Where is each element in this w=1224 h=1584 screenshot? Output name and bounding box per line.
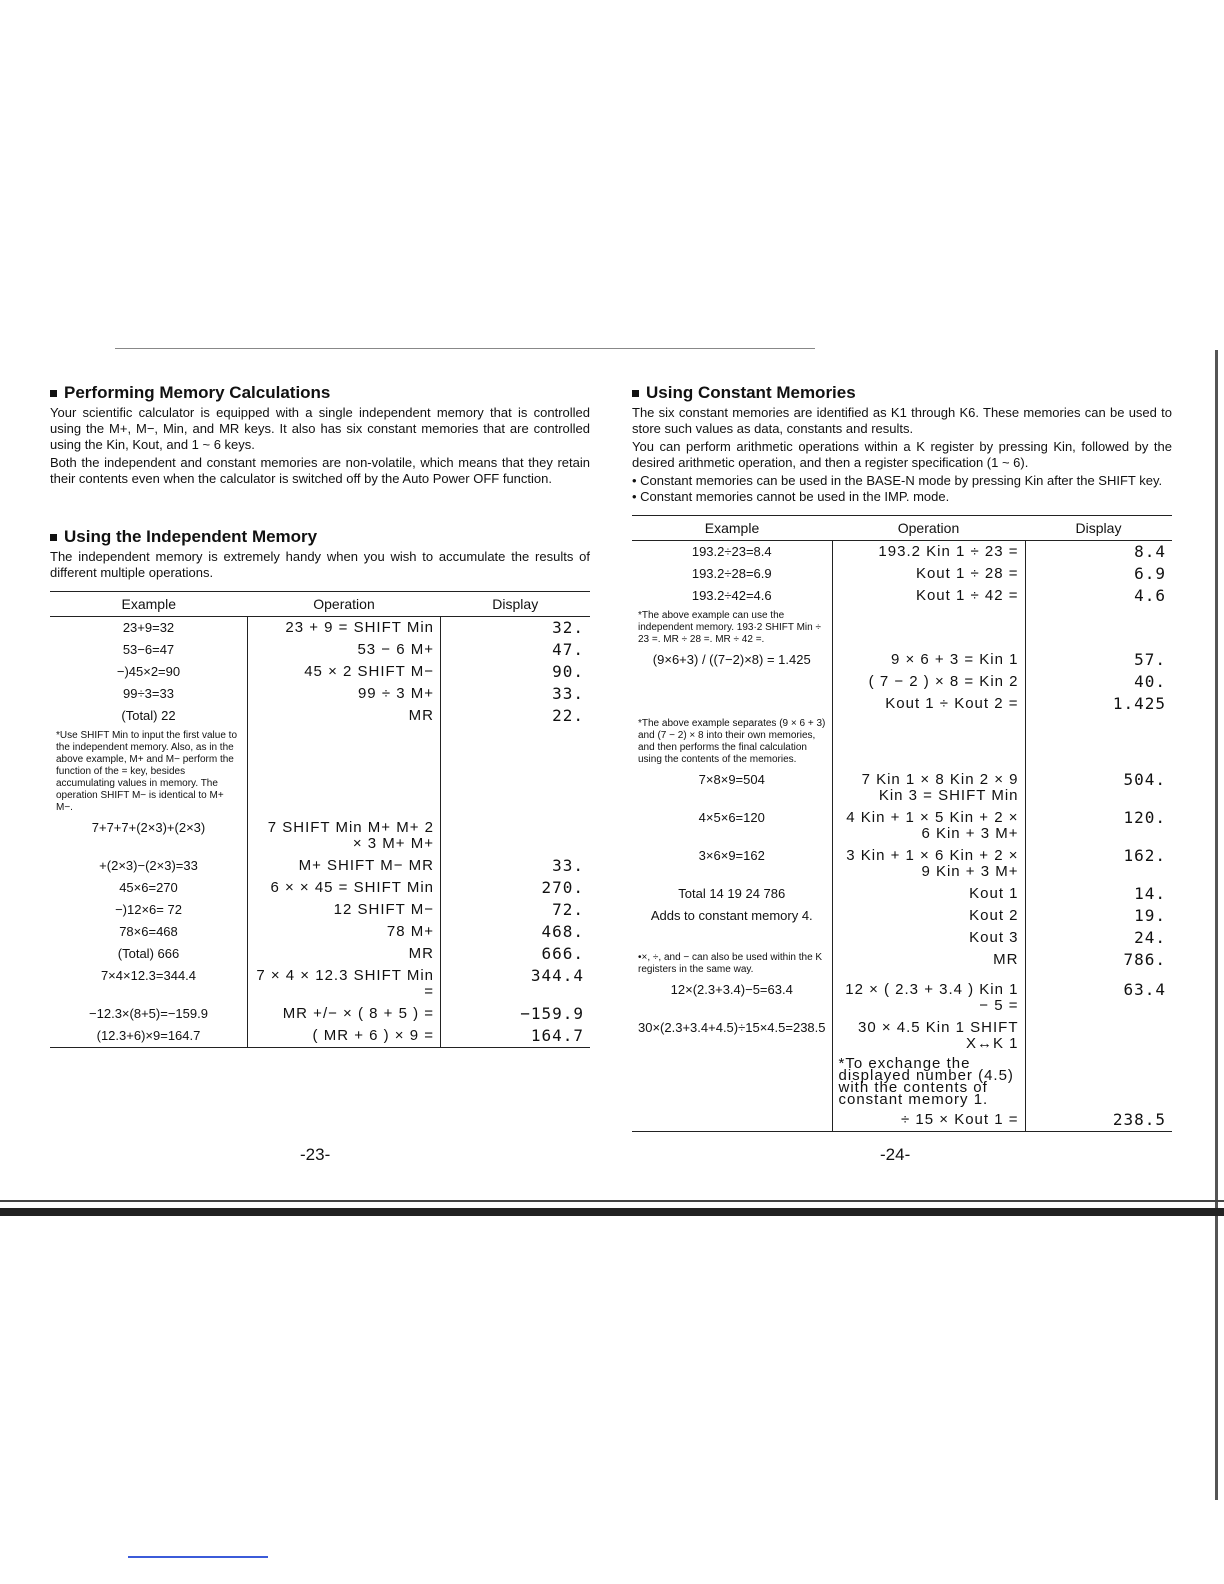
display-cell: 19. <box>1134 906 1166 925</box>
example-cell: (Total) 22 <box>50 705 248 727</box>
example-cell: −)12×6= 72 <box>50 899 248 921</box>
display-cell: 47. <box>552 640 584 659</box>
example-cell: 7×8×9=504 <box>632 769 832 807</box>
display-cell: 63.4 <box>1123 980 1166 999</box>
operation-cell: 4 Kin + 1 × 5 Kin + 2 × 6 Kin + 3 M+ <box>832 807 1025 845</box>
display-cell: −159.9 <box>520 1004 584 1023</box>
bottom-band <box>0 1208 1224 1216</box>
table-row <box>632 1017 1172 1055</box>
section-title-independent-memory: Using the Independent Memory <box>50 529 590 545</box>
display-cell <box>1025 1017 1172 1055</box>
operation-cell: Kout 1 ÷ Kout 2 = <box>832 693 1025 715</box>
square-bullet-icon <box>50 390 57 397</box>
display-cell: 32. <box>552 618 584 637</box>
operation-cell <box>832 607 1025 649</box>
operation-cell: 12 × ( 2.3 + 3.4 ) Kin 1 − 5 = <box>832 979 1025 1017</box>
bottom-rule <box>0 1200 1224 1202</box>
display-cell: 270. <box>541 878 584 897</box>
header-display: Display <box>1025 516 1172 541</box>
display-cell: 14. <box>1134 884 1166 903</box>
display-cell: 33. <box>552 856 584 875</box>
example-cell <box>632 927 832 949</box>
table-row <box>50 617 590 640</box>
example-cell: •×, ÷, and − can also be used within the K registers in the same way. <box>632 949 832 979</box>
operation-cell: Kout 3 <box>832 927 1025 949</box>
table-row <box>632 883 1172 905</box>
table-row <box>632 541 1172 564</box>
table-row <box>50 727 590 817</box>
operation-cell: Kout 1 ÷ 28 = <box>832 563 1025 585</box>
table-row <box>50 683 590 705</box>
constant-intro-paragraph: The six constant memories are identified as K1 through K6. These memories can be used to store such values as data, constants and results. <box>632 405 1172 436</box>
operation-cell: ÷ 15 × Kout 1 = <box>832 1109 1025 1132</box>
header-example: Example <box>50 592 248 617</box>
display-cell: 33. <box>552 684 584 703</box>
table-row <box>50 705 590 727</box>
table-row <box>50 1003 590 1025</box>
operation-cell: ( 7 − 2 ) × 8 = Kin 2 <box>832 671 1025 693</box>
display-cell: 164.7 <box>441 1025 591 1048</box>
operation-cell: 12 SHIFT M− <box>248 899 441 921</box>
example-cell: 78×6=468 <box>50 921 248 943</box>
page-number-left: -23- <box>300 1145 331 1164</box>
operation-cell: 193.2 Kin 1 ÷ 23 = <box>832 541 1025 564</box>
constant-memory-table <box>632 515 1172 1132</box>
example-cell: *Use SHIFT Min to input the first value to the independent memory. Also, as in the above example, M+ and M− perform the function of the = key, besides accumulating values in memory. The operation SHIFT M− is identical to M+ M−. <box>50 727 248 817</box>
table-row <box>632 607 1172 649</box>
operation-cell: M+ SHIFT M− MR <box>248 855 441 877</box>
header-operation: Operation <box>248 592 441 617</box>
display-cell: 238.5 <box>1025 1109 1172 1132</box>
operation-cell: 78 M+ <box>248 921 441 943</box>
operation-cell: 7 Kin 1 × 8 Kin 2 × 9 Kin 3 = SHIFT Min <box>832 769 1025 807</box>
display-cell: 666. <box>541 944 584 963</box>
section-title-constant-memories: Using Constant Memories <box>632 385 1172 401</box>
example-cell: 99÷3=33 <box>50 683 248 705</box>
example-cell: +(2×3)−(2×3)=33 <box>50 855 248 877</box>
example-cell: 193.2÷23=8.4 <box>632 541 832 564</box>
header-display: Display <box>441 592 591 617</box>
bullet-imp-mode: • Constant memories cannot be used in the IMP. mode. <box>632 489 950 504</box>
example-cell: 193.2÷28=6.9 <box>632 563 832 585</box>
display-cell: 72. <box>552 900 584 919</box>
operation-cell: 7 × 4 × 12.3 SHIFT Min = <box>248 965 441 1003</box>
display-cell <box>1025 1055 1172 1109</box>
display-cell: 8.4 <box>1134 542 1166 561</box>
square-bullet-icon <box>632 390 639 397</box>
display-cell: 6.9 <box>1134 564 1166 583</box>
example-cell <box>632 693 832 715</box>
example-cell: 3×6×9=162 <box>632 845 832 883</box>
example-cell: (9×6+3) / ((7−2)×8) = 1.425 <box>632 649 832 671</box>
independent-memory-table <box>50 591 590 1048</box>
table-row <box>50 855 590 877</box>
table-row <box>632 845 1172 883</box>
operation-cell: Kout 1 ÷ 42 = <box>832 585 1025 607</box>
display-cell: 344.4 <box>530 966 584 985</box>
example-cell <box>632 671 832 693</box>
example-cell: 4×5×6=120 <box>632 807 832 845</box>
operation-cell: Kout 2 <box>832 905 1025 927</box>
square-bullet-icon <box>50 534 57 541</box>
table-row <box>632 905 1172 927</box>
operation-cell: ( MR + 6 ) × 9 = <box>248 1025 441 1048</box>
table-row <box>50 661 590 683</box>
table-row <box>50 899 590 921</box>
display-cell: 22. <box>552 706 584 725</box>
page-23 <box>50 385 590 1048</box>
operation-cell: 23 + 9 = SHIFT Min <box>248 617 441 640</box>
non-volatile-paragraph: Both the independent and constant memories are non-volatile, which means that they retain their contents even when the calculator is switched off by the Auto Power OFF function. <box>50 455 590 486</box>
constant-arith-paragraph: You can perform arithmetic operations within a K register by pressing Kin, followed by the desired arithmetic operation, and then a register specification (1 ~ 6). <box>632 439 1172 470</box>
table-row <box>50 921 590 943</box>
table-row <box>50 965 590 1003</box>
display-cell <box>441 817 591 855</box>
display-cell: 1.425 <box>1112 694 1166 713</box>
display-cell: 120. <box>1123 808 1166 827</box>
operation-cell: MR +/− × ( 8 + 5 ) = <box>248 1003 441 1025</box>
operation-cell: 45 × 2 SHIFT M− <box>248 661 441 683</box>
operation-cell: Kout 1 <box>832 883 1025 905</box>
operation-cell: MR <box>832 949 1025 979</box>
operation-cell: MR <box>248 705 441 727</box>
display-cell <box>1025 607 1172 649</box>
example-cell: −12.3×(8+5)=−159.9 <box>50 1003 248 1025</box>
table-row <box>632 649 1172 671</box>
operation-cell <box>832 715 1025 769</box>
operation-cell: 30 × 4.5 Kin 1 SHIFT X↔K 1 <box>832 1017 1025 1055</box>
binding-edge <box>1215 350 1218 1500</box>
header-operation: Operation <box>832 516 1025 541</box>
page-number-right: -24- <box>880 1145 911 1164</box>
table-row <box>632 769 1172 807</box>
table-row <box>632 1109 1172 1132</box>
example-cell: 7×4×12.3=344.4 <box>50 965 248 1003</box>
bullet-base-n: • Constant memories can be used in the BASE-N mode by pressing Kin after the SHIFT key. <box>632 473 1163 488</box>
display-cell: 90. <box>552 662 584 681</box>
page-24 <box>632 385 1172 1132</box>
table-row <box>50 817 590 855</box>
table-row <box>632 1055 1172 1109</box>
table-row <box>50 639 590 661</box>
example-cell: 30×(2.3+3.4+4.5)÷15×4.5=238.5 <box>632 1017 832 1055</box>
display-cell: 57. <box>1134 650 1166 669</box>
display-cell: 162. <box>1123 846 1166 865</box>
table-row <box>50 943 590 965</box>
header-example: Example <box>632 516 832 541</box>
example-cell: *The above example separates (9 × 6 + 3) and (7 − 2) × 8 into their own memories, and then performs the final calculation using the contents of the memories. <box>632 715 832 769</box>
example-cell: *The above example can use the independent memory. 193·2 SHIFT Min ÷ 23 =. MR ÷ 28 =. MR ÷ 42 =. <box>632 607 832 649</box>
blue-underline <box>128 1556 268 1558</box>
example-cell <box>632 1109 832 1132</box>
operation-cell: 6 × × 45 = SHIFT Min <box>248 877 441 899</box>
example-cell: 53−6=47 <box>50 639 248 661</box>
example-cell <box>632 1055 832 1109</box>
table-row <box>632 563 1172 585</box>
operation-cell: 7 SHIFT Min M+ M+ 2 × 3 M+ M+ <box>248 817 441 855</box>
top-rule <box>115 348 815 349</box>
display-cell: 468. <box>541 922 584 941</box>
display-cell: 4.6 <box>1134 586 1166 605</box>
intro-paragraph: Your scientific calculator is equipped with a single independent memory that is controlled using the M+, M−, Min, and MR keys. It also has six constant memories that are controlled using the Kin, Kout, and 1 ~ 6 keys. <box>50 405 590 452</box>
table-row <box>632 693 1172 715</box>
operation-cell: 3 Kin + 1 × 6 Kin + 2 × 9 Kin + 3 M+ <box>832 845 1025 883</box>
operation-cell: MR <box>248 943 441 965</box>
display-cell: 24. <box>1134 928 1166 947</box>
table-row <box>632 715 1172 769</box>
example-cell: Adds to constant memory 4. <box>632 905 832 927</box>
example-cell: (Total) 666 <box>50 943 248 965</box>
display-cell: 40. <box>1134 672 1166 691</box>
display-cell <box>1025 715 1172 769</box>
example-cell: 45×6=270 <box>50 877 248 899</box>
example-cell: 12×(2.3+3.4)−5=63.4 <box>632 979 832 1017</box>
table-row <box>632 927 1172 949</box>
operation-cell <box>248 727 441 817</box>
example-cell: (12.3+6)×9=164.7 <box>50 1025 248 1048</box>
operation-cell: 99 ÷ 3 M+ <box>248 683 441 705</box>
section-title-memory-calculations: Performing Memory Calculations <box>50 385 590 401</box>
example-cell: 193.2÷42=4.6 <box>632 585 832 607</box>
display-cell <box>441 727 591 817</box>
operation-cell: 9 × 6 + 3 = Kin 1 <box>832 649 1025 671</box>
example-cell: Total 14 19 24 786 <box>632 883 832 905</box>
display-cell: 504. <box>1123 770 1166 789</box>
table-row <box>50 1025 590 1048</box>
independent-paragraph: The independent memory is extremely handy when you wish to accumulate the results of different multiple operations. <box>50 549 590 580</box>
example-cell: −)45×2=90 <box>50 661 248 683</box>
example-cell: 23+9=32 <box>50 617 248 640</box>
example-cell: 7+7+7+(2×3)+(2×3) <box>50 817 248 855</box>
operation-cell: *To exchange the displayed number (4.5) with the contents of constant memory 1. <box>832 1055 1025 1109</box>
operation-cell: 53 − 6 M+ <box>248 639 441 661</box>
table-row <box>632 807 1172 845</box>
display-cell: 786. <box>1123 950 1166 969</box>
table-row <box>50 877 590 899</box>
table-row <box>632 949 1172 979</box>
table-row <box>632 585 1172 607</box>
table-row <box>632 979 1172 1017</box>
table-row <box>632 671 1172 693</box>
